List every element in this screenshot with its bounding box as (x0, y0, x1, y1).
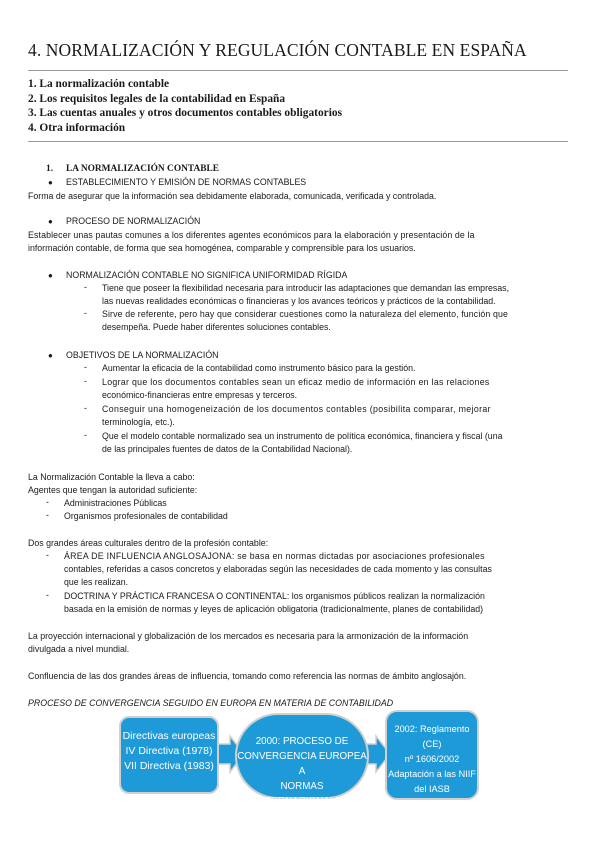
diagram-box-reglamento (385, 710, 479, 800)
page-title: 4. NORMALIZACIÓN Y REGULACIÓN CONTABLE EN ESPAÑA (28, 40, 527, 60)
process-title: PROCESO DE CONVERGENCIA SEGUIDO EN EUROPA EN MATERIA DE CONTABILIDAD (28, 698, 394, 708)
box-line: 2000: PROCESO DE (255, 736, 349, 747)
bullet-icon: ● (48, 271, 53, 280)
bullet-heading: NORMALIZACIÓN CONTABLE NO SIGNIFICA UNIFORMIDAD RÍGIDA (66, 270, 348, 280)
paragraph: Establecer unas pautas comunes a los diferentes agentes económicos para la elaboración y presentación de la (28, 230, 475, 240)
list-item: Organismos profesionales de contabilidad (64, 511, 228, 521)
box-line: Directivas europeas (122, 730, 216, 742)
paragraph: Confluencia de las dos grandes áreas de influencia, tomando como referencia las normas de ámbito anglosajón. (28, 671, 467, 681)
toc-item: 4. Otra información (28, 121, 126, 134)
bullet-icon: ● (48, 217, 53, 226)
box-line: NORMAS INTERNACIONALES (255, 781, 349, 807)
toc-item: 1. La normalización contable (28, 78, 170, 90)
box-line: VII Directiva (1983) (124, 760, 214, 772)
paragraph: Agentes que tengan la autoridad suficiente: (28, 485, 198, 495)
list-item: Que el modelo contable normalizado sea un instrumento de política económica, financiera y fiscal (una (102, 431, 503, 441)
list-item: que les realizan. (64, 577, 129, 587)
list-item: desempeña. Puede haber diferentes soluciones contables. (102, 322, 331, 332)
paragraph: La Normalización Contable la lleva a cabo: (28, 472, 195, 482)
list-item: terminología, etc.). (102, 417, 175, 427)
bullet-icon: ● (48, 178, 53, 187)
section-number: 1. (46, 164, 54, 174)
paragraph: Dos grandes áreas culturales dentro de la profesión contable: (28, 538, 269, 548)
list-item: Tiene que poseer la flexibilidad necesaria para introducir las adaptaciones que demandan las empresas, (102, 283, 510, 293)
bullet-heading: ESTABLECIMIENTO Y EMISIÓN DE NORMAS CONTABLES (66, 177, 307, 187)
bullet-heading: OBJETIVOS DE LA NORMALIZACIÓN (66, 350, 219, 360)
paragraph: información contable, de forma que sea homogénea, comparable y comprensible para los usuarios. (28, 243, 416, 253)
dash-icon: - (84, 282, 87, 292)
dash-icon: - (84, 376, 87, 386)
paragraph: La proyección internacional y globalización de los mercados es necesaria para la armonización de la información (28, 631, 469, 641)
box-line: 2002: Reglamento (CE) (394, 724, 470, 749)
bullet-icon: ● (48, 351, 53, 360)
diagram-box-directivas (119, 716, 219, 794)
dash-icon: - (46, 550, 49, 560)
toc-item: 3. Las cuentas anuales y otros documentos contables obligatorios (28, 107, 342, 119)
box-line: IV Directiva (1978) (125, 745, 213, 757)
bullet-heading: PROCESO DE NORMALIZACIÓN (66, 216, 201, 226)
list-item: Lograr que los documentos contables sean un eficaz medio de información en las relaciones (102, 377, 490, 387)
paragraph: divulgada a nivel mundial. (28, 644, 130, 654)
box-line: CONVERGENCIA EUROPEA A (237, 751, 367, 777)
box-line: del IASB (414, 784, 450, 794)
dash-icon: - (46, 497, 49, 507)
dash-icon: - (46, 510, 49, 520)
list-item: Aumentar la eficacia de la contabilidad como instrumento básico para la gestión. (102, 363, 416, 373)
list-item: DOCTRINA Y PRÁCTICA FRANCESA O CONTINENTAL: los organismos públicos realizan la normalización (64, 591, 485, 601)
box-line: nº 1606/2002 (404, 754, 460, 764)
list-item: ÁREA DE INFLUENCIA ANGLOSAJONA: se basa en normas dictadas por asociaciones profesionales (64, 551, 485, 561)
list-item: económico-financieras entre empresas y terceros. (102, 390, 298, 400)
dash-icon: - (84, 403, 87, 413)
dash-icon: - (84, 430, 87, 440)
dash-icon: - (84, 308, 87, 318)
toc-item: 2. Los requisitos legales de la contabilidad en España (28, 92, 286, 105)
list-item: Conseguir una homogeneización de los documentos contables (posibilita comparar, mejorar (102, 404, 491, 414)
diagram-box-convergencia (235, 713, 369, 807)
list-item: Administraciones Públicas (64, 498, 167, 508)
paragraph: Forma de asegurar que la información sea debidamente elaborada, comunicada, verificada y controlada. (28, 191, 437, 201)
dash-icon: - (84, 362, 87, 372)
list-item: basada en la emisión de normas y leyes de aplicación obligatoria (tradicionalmente, planes de contabilidad) (64, 604, 484, 614)
section-heading: LA NORMALIZACIÓN CONTABLE (66, 164, 219, 174)
list-item: las nuevas realidades económicas o financieras y los avances teóricos y prácticos de la contabilidad. (102, 296, 496, 306)
box-line: Adaptación a las NIIF (388, 769, 476, 779)
list-item: de las principales fuentes de datos de la Contabilidad Nacional). (102, 444, 353, 454)
list-item: contables, referidas a casos concretos y elaboradas según las necesidades de cada momento y las consultas (64, 564, 492, 574)
list-item: Sirve de referente, pero hay que considerar cuestiones como la naturaleza del elemento, función que (102, 309, 509, 319)
dash-icon: - (46, 590, 49, 600)
